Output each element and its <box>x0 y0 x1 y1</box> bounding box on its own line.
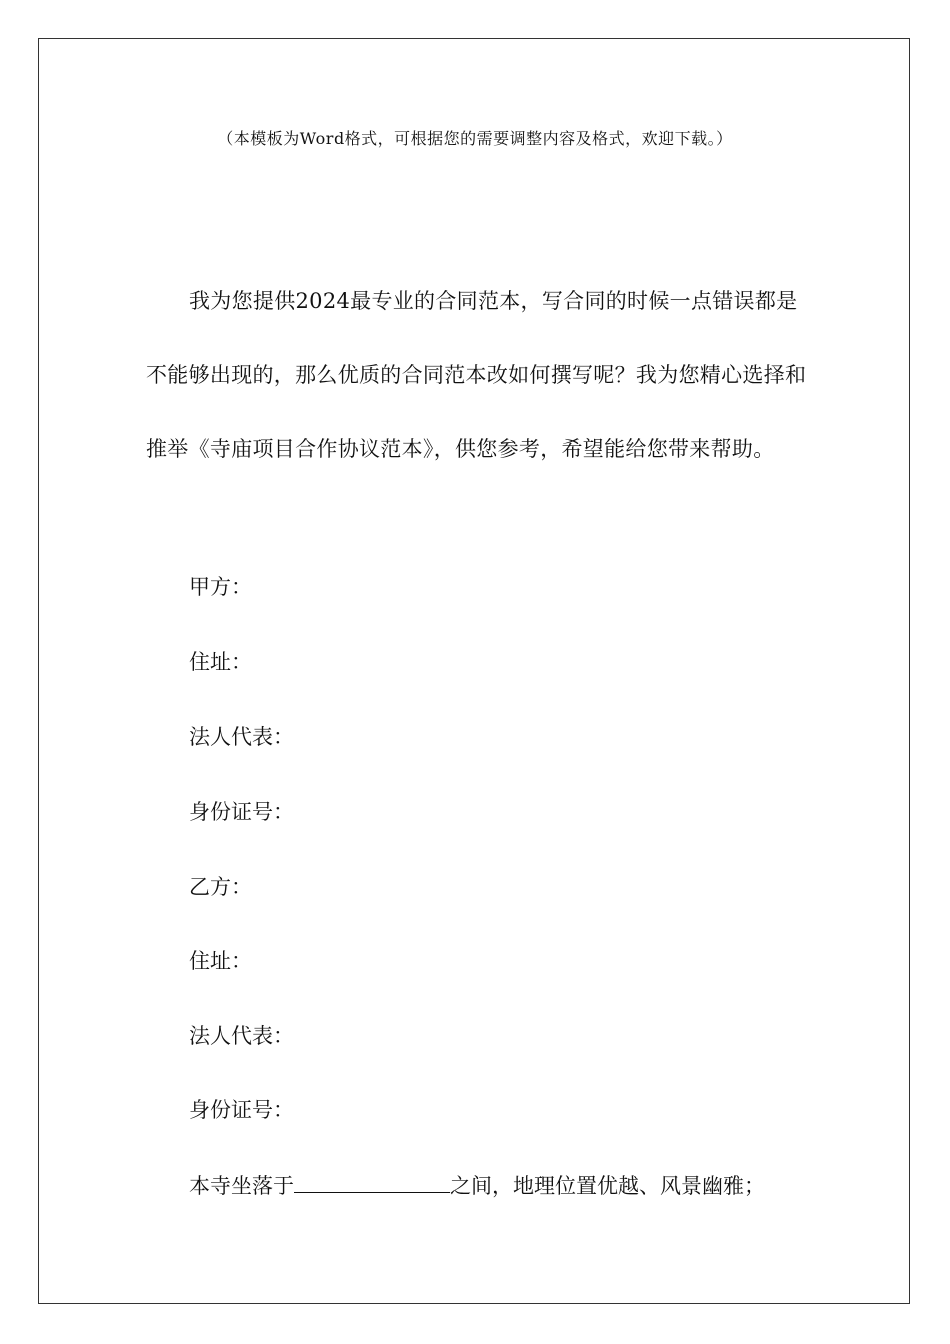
location-clause <box>189 1170 765 1201</box>
location-prefix: 本寺坐落于 <box>189 1174 294 1198</box>
page-border <box>38 38 910 1304</box>
intro-paragraph: 我为您提供2024最专业的合同范本，写合同的时候一点错误都是不能够出现的，那么优质的合同范本改如何撰写呢？我为您精心选择和推举《寺庙项目合作协议范本》，供您参考，希望能给您带来帮助。 <box>146 289 807 461</box>
location-suffix: 之间，地理位置优越、风景幽雅； <box>450 1174 765 1198</box>
party-b-address: 住址： <box>189 949 252 973</box>
party-a-address: 住址： <box>189 650 252 674</box>
party-b-legal-rep: 法人代表： <box>189 1024 294 1048</box>
party-a-label: 甲方： <box>189 575 252 599</box>
party-a-id-number: 身份证号： <box>189 800 294 824</box>
location-blank-line <box>294 1170 450 1193</box>
party-b-label: 乙方： <box>189 875 252 899</box>
party-b-id-number: 身份证号： <box>189 1098 294 1122</box>
template-note: （本模板为Word格式，可根据您的需要调整内容及格式，欢迎下载。） <box>217 129 733 148</box>
party-a-legal-rep: 法人代表： <box>189 725 294 749</box>
